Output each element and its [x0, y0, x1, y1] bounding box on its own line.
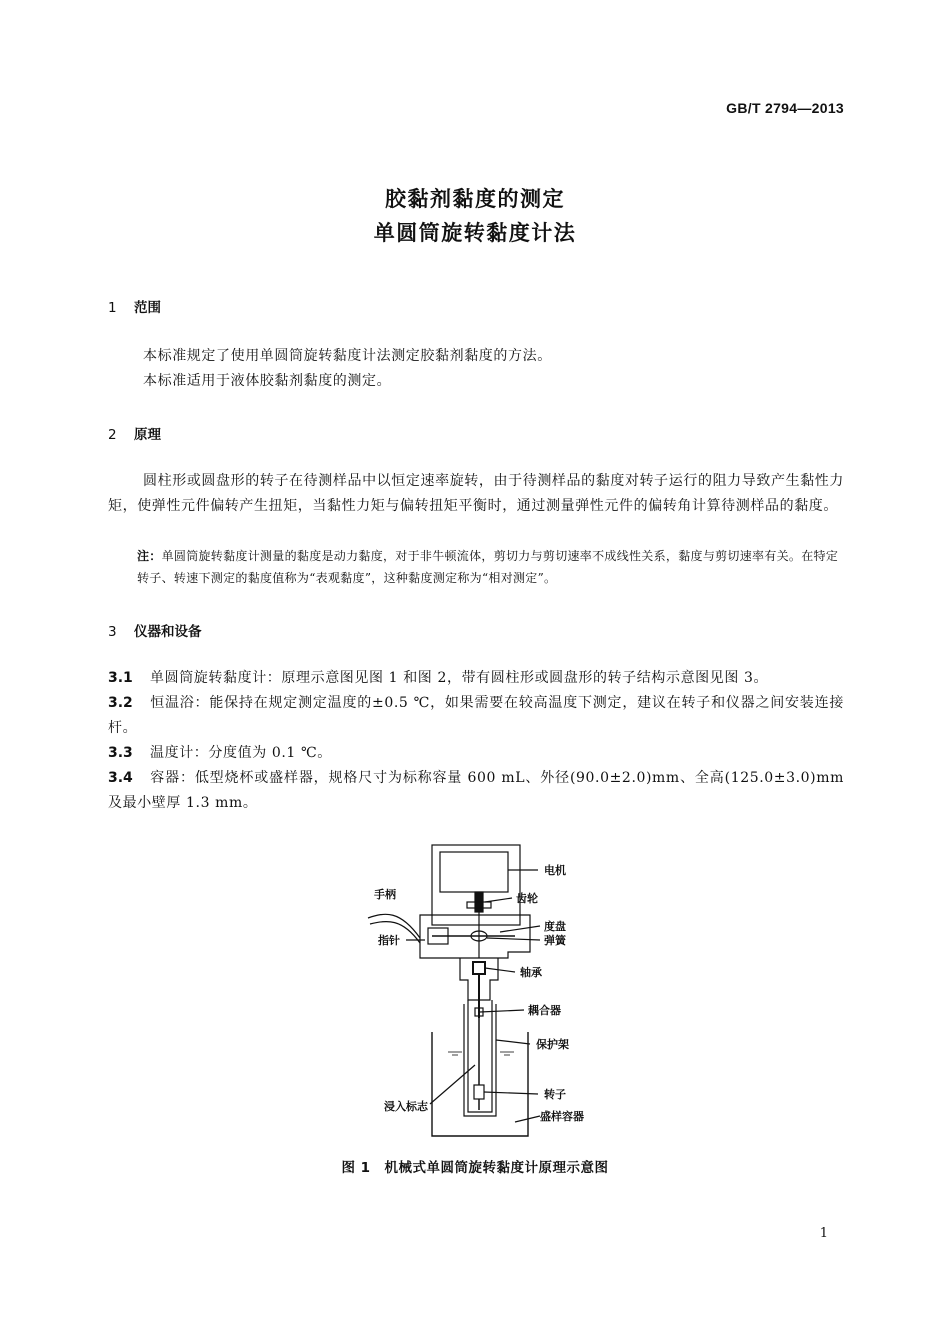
item-number: 3.3 — [108, 745, 133, 761]
item-text: 恒温浴：能保持在规定测定温度的±0.5 ℃，如果需要在较高温度下测定，建议在转子和仪器之间安装连接杆。 — [108, 695, 844, 736]
section-3-number: 3 — [108, 624, 117, 640]
section-2-note — [137, 545, 844, 589]
document-title-line2: 单圆筒旋转黏度计法 — [373, 221, 577, 245]
item-text: 容器：低型烧杯或盛样器，规格尺寸为标称容量 600 mL、外径(90.0±2.0)mm、全高(125.0±3.0)mm 及最小壁厚 1.3 mm。 — [108, 770, 844, 811]
list-item-3-1 — [108, 666, 844, 691]
container-icon — [432, 1032, 528, 1136]
section-3-title: 仪器和设备 — [134, 624, 202, 640]
list-item-3-4 — [108, 766, 844, 816]
list-item-3-2 — [108, 691, 844, 741]
section-3-heading — [108, 620, 202, 640]
note-label: 注： — [137, 549, 162, 563]
item-number: 3.1 — [108, 670, 133, 686]
rotor-icon — [474, 1085, 484, 1099]
label-motor: 电机 — [544, 864, 566, 877]
list-item-3-3 — [108, 741, 844, 766]
motor-housing — [432, 845, 520, 925]
label-rotor: 转子 — [544, 1088, 566, 1101]
label-container: 盛样容器 — [540, 1110, 584, 1123]
item-number: 3.4 — [108, 770, 133, 786]
label-coupler: 耦合器 — [528, 1004, 561, 1017]
viscometer-diagram — [340, 840, 620, 1140]
figure-caption: 图 1 机械式单圆筒旋转黏度计原理示意图 — [341, 1160, 609, 1176]
section-2-number: 2 — [108, 427, 117, 443]
document-title-line1: 胶黏剂黏度的测定 — [385, 187, 565, 211]
section-1-paragraph-2: 本标准适用于液体胶黏剂黏度的测定。 — [143, 373, 392, 389]
standard-code: GB/T 2794—2013 — [726, 100, 844, 116]
section-1-title: 范围 — [134, 300, 161, 316]
label-bearing: 轴承 — [520, 966, 542, 979]
bearing-icon — [473, 962, 485, 974]
label-guard: 保护架 — [536, 1038, 569, 1051]
note-text: 单圆筒旋转黏度计测量的黏度是动力黏度，对于非牛顿流体，剪切力与剪切速率不成线性关系，黏度与剪切速率有关。在特定转子、转速下测定的黏度值称为“表观黏度”，这种黏度测定称为“相对测定”。 — [137, 549, 839, 585]
section-1-number: 1 — [108, 300, 117, 316]
item-text: 温度计：分度值为 0.1 ℃。 — [150, 745, 332, 761]
section-2-heading — [108, 423, 161, 443]
label-immersion-mark: 浸入标志 — [384, 1100, 428, 1113]
item-text: 单圆筒旋转黏度计：原理示意图见图 1 和图 2，带有圆柱形或圆盘形的转子结构示意图见图 3。 — [150, 670, 769, 686]
section-1-heading — [108, 296, 161, 316]
section-2-paragraph: 圆柱形或圆盘形的转子在待测样品中以恒定速率旋转，由于待测样品的黏度对转子运行的阻力导致产生黏性力矩，使弹性元件偏转产生扭矩，当黏性力矩与偏转扭矩平衡时，通过测量弹性元件的偏转角计算待测样品的黏度。 — [108, 473, 844, 514]
label-spring: 弹簧 — [544, 934, 566, 947]
label-gear: 齿轮 — [516, 892, 538, 905]
label-dial: 度盘 — [544, 920, 566, 933]
page-number: 1 — [819, 1226, 828, 1241]
motor-icon — [440, 852, 508, 892]
label-handle: 手柄 — [374, 888, 396, 901]
section-2-title: 原理 — [134, 427, 161, 443]
section-1-paragraph-1: 本标准规定了使用单圆筒旋转黏度计法测定胶黏剂黏度的方法。 — [143, 348, 552, 364]
label-pointer: 指针 — [378, 934, 400, 947]
item-number: 3.2 — [108, 695, 133, 711]
